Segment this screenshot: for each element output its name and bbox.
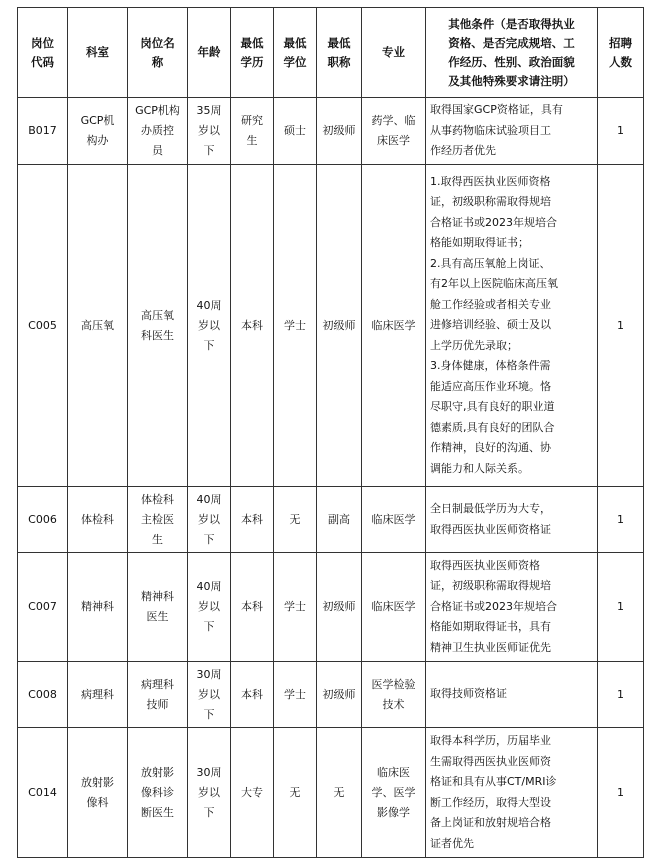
cell-position: 精神科 医生: [128, 553, 188, 662]
header-age: 年龄: [188, 8, 231, 98]
cell-position: GCP机构 办质控 员: [128, 98, 188, 165]
cell-age: 40周 岁以 下: [188, 487, 231, 553]
cell-degree: 硕士: [274, 98, 317, 165]
cell-dept: 放射影 像科: [68, 728, 128, 858]
cell-age: 30周 岁以 下: [188, 662, 231, 728]
table-row: [18, 728, 644, 858]
cell-major: 临床医学: [362, 553, 426, 662]
header-major: 专业: [362, 8, 426, 98]
cell-age: 40周 岁以 下: [188, 165, 231, 487]
cell-count: 1: [598, 553, 644, 662]
cell-title: 初级师: [317, 662, 362, 728]
cell-degree: 学士: [274, 662, 317, 728]
cell-major: 临床医学: [362, 487, 426, 553]
cell-count: 1: [598, 728, 644, 858]
header-title: 最低 职称: [317, 8, 362, 98]
cell-code: C006: [18, 487, 68, 553]
cell-edu: 本科: [231, 487, 274, 553]
header-position: 岗位名 称: [128, 8, 188, 98]
cell-degree: 学士: [274, 165, 317, 487]
header-code: 岗位 代码: [18, 8, 68, 98]
table-row: [18, 662, 644, 728]
cell-count: 1: [598, 98, 644, 165]
header-dept: 科室: [68, 8, 128, 98]
cell-edu: 研究 生: [231, 98, 274, 165]
cell-conditions: 取得技师资格证: [426, 662, 598, 728]
cell-major: 药学、临 床医学: [362, 98, 426, 165]
header-row: [18, 8, 644, 98]
cell-position: 高压氧 科医生: [128, 165, 188, 487]
cell-count: 1: [598, 662, 644, 728]
cell-age: 40周 岁以 下: [188, 553, 231, 662]
cell-code: C007: [18, 553, 68, 662]
cell-code: B017: [18, 98, 68, 165]
cell-edu: 本科: [231, 165, 274, 487]
cell-conditions: 取得国家GCP资格证，具有 从事药物临床试验项目工 作经历者优先: [426, 98, 598, 165]
table-row: [18, 487, 644, 553]
cell-title: 副高: [317, 487, 362, 553]
cell-conditions: 全日制最低学历为大专， 取得西医执业医师资格证: [426, 487, 598, 553]
cell-title: 初级师: [317, 98, 362, 165]
cell-title: 无: [317, 728, 362, 858]
header-conditions: 其他条件（是否取得执业 资格、是否完成规培、工 作经历、性别、政治面貌 及其他特殊要求请注明）: [426, 8, 598, 98]
cell-major: 临床医学: [362, 165, 426, 487]
cell-code: C005: [18, 165, 68, 487]
cell-degree: 无: [274, 728, 317, 858]
cell-dept: 体检科: [68, 487, 128, 553]
cell-conditions: 取得本科学历，历届毕业 生需取得西医执业医师资 格证和具有从事CT/MRI诊 断工作经历，取得大型设 备上岗证和放射规培合格 证者优先: [426, 728, 598, 858]
cell-degree: 学士: [274, 553, 317, 662]
cell-title: 初级师: [317, 553, 362, 662]
table-row: [18, 165, 644, 487]
cell-count: 1: [598, 165, 644, 487]
cell-edu: 本科: [231, 553, 274, 662]
cell-conditions: 1.取得西医执业医师资格 证，初级职称需取得规培 合格证书或2023年规培合 格能如期取得证书； 2.具有高压氧舱上岗证、 有2年以上医院临床高压氧 舱工作经验或者相关专业 进修培训经验、硕士及以 上学历优先录取； 3.身体健康，体格条件需 能适应高压作业环境。恪 尽职守,具有良好的职业道 德素质,具有良好的团队合 作精神，良好的沟通、协 调能力和人际关系。: [426, 165, 598, 487]
cell-code: C008: [18, 662, 68, 728]
cell-age: 35周 岁以 下: [188, 98, 231, 165]
cell-dept: GCP机 构办: [68, 98, 128, 165]
header-count: 招聘 人数: [598, 8, 644, 98]
cell-age: 30周 岁以 下: [188, 728, 231, 858]
cell-dept: 精神科: [68, 553, 128, 662]
cell-edu: 大专: [231, 728, 274, 858]
cell-code: C014: [18, 728, 68, 858]
cell-count: 1: [598, 487, 644, 553]
cell-major: 临床医 学、医学 影像学: [362, 728, 426, 858]
cell-edu: 本科: [231, 662, 274, 728]
cell-conditions: 取得西医执业医师资格 证，初级职称需取得规培 合格证书或2023年规培合 格能如期取得证书，具有 精神卫生执业医师证优先: [426, 553, 598, 662]
header-edu: 最低 学历: [231, 8, 274, 98]
cell-major: 医学检验 技术: [362, 662, 426, 728]
table-row: [18, 553, 644, 662]
cell-position: 体检科 主检医 生: [128, 487, 188, 553]
cell-dept: 高压氧: [68, 165, 128, 487]
cell-position: 病理科 技师: [128, 662, 188, 728]
recruitment-table: [17, 7, 644, 858]
cell-title: 初级师: [317, 165, 362, 487]
header-degree: 最低 学位: [274, 8, 317, 98]
cell-position: 放射影 像科诊 断医生: [128, 728, 188, 858]
cell-degree: 无: [274, 487, 317, 553]
cell-dept: 病理科: [68, 662, 128, 728]
table-row: [18, 98, 644, 165]
